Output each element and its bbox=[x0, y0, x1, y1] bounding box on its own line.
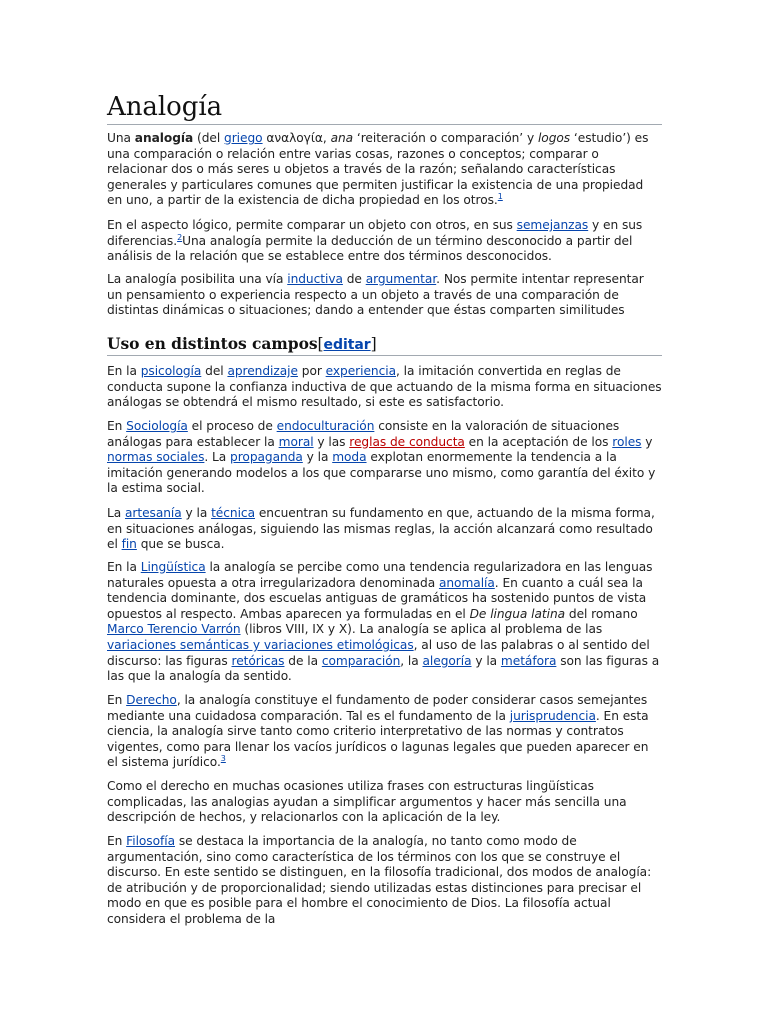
text: , la analogía constituye el fundamento de poder considerar casos semejantes mediante una cuidadosa comparación. Tal es el fundamento de la bbox=[107, 693, 648, 723]
text: del romano bbox=[565, 606, 638, 621]
title-divider bbox=[107, 124, 662, 125]
paragraph-psicologia bbox=[107, 364, 662, 411]
link-anomalia[interactable]: anomalía bbox=[438, 575, 495, 590]
text: y las bbox=[313, 434, 350, 449]
italic-title: De lingua latina bbox=[469, 606, 566, 621]
paragraph-sociologia bbox=[107, 419, 662, 497]
text: . En cuanto a cuál sea la tendencia dominante, dos escuelas antiguas de gramáticos ha sostenido puntos de vista opuestos al respecto. Ambas aparecen ya formuladas en el bbox=[107, 575, 647, 621]
text: (del bbox=[193, 131, 225, 145]
text: En la bbox=[107, 364, 141, 378]
link-propaganda[interactable]: propaganda bbox=[230, 450, 303, 465]
text: que se busca. bbox=[136, 537, 225, 552]
text: αναλογία, bbox=[262, 131, 331, 145]
link-artesania[interactable]: artesanía bbox=[124, 506, 182, 520]
link-metafora[interactable]: metáfora bbox=[500, 653, 557, 668]
intro-paragraph-1 bbox=[107, 131, 662, 209]
text: y en sus diferencias. bbox=[107, 218, 643, 248]
link-reglas-de-conducta[interactable]: reglas de conducta bbox=[349, 434, 465, 449]
text: Una analogía permite la deducción de un término desconocido a partir del análisis de la relación que se establece entre dos términos desconocidos. bbox=[107, 233, 633, 264]
link-sociologia[interactable]: Sociología bbox=[126, 419, 188, 433]
bracket: ] bbox=[370, 335, 377, 353]
text: La bbox=[107, 506, 125, 520]
page-title: Analogía bbox=[107, 92, 223, 122]
paragraph-filosofia bbox=[107, 834, 662, 928]
link-tecnica[interactable]: técnica bbox=[211, 506, 255, 520]
section-heading bbox=[107, 333, 377, 356]
link-psicologia[interactable]: psicología bbox=[140, 364, 202, 378]
text: (libros VIII, IX y X). La analogía se aplica al problema de las bbox=[240, 622, 603, 637]
text: . Nos permite intentar representar un pensamiento o experiencia respecto a un objeto a través de una comparación de distintas dinámicas o situaciones; dando a entender que éstas comparten similitudes bbox=[107, 272, 644, 318]
paragraph-artesania bbox=[107, 506, 662, 553]
text: La analogía posibilita una vía bbox=[107, 272, 288, 286]
link-normas-sociales[interactable]: normas sociales bbox=[107, 450, 205, 465]
text: y la bbox=[181, 506, 212, 520]
text: la analogía se percibe como una tendencia regularizadora en las lenguas naturales opuesta a otra irregularizadora denominada bbox=[107, 560, 653, 590]
reference-link[interactable]: 3 bbox=[220, 754, 226, 764]
link-linguistica[interactable]: Lingüística bbox=[140, 560, 206, 574]
reference-link[interactable]: 2 bbox=[177, 232, 183, 242]
text: de la bbox=[284, 653, 322, 668]
text: se destaca la importancia de la analogía, no tanto como modo de argumentación, sino como característica de los términos con los que se construye el discurso. En este sentido se distinguen, en la filosofía tradicional, dos modos de analogía: de atribución y de proporcionalidad; siendo utilizadas estas distinciones para precisar el modo en que es posible para el hombre el conocimiento de Dios. La filosofía actual considera el problema de la bbox=[107, 834, 652, 926]
italic-term: ana bbox=[330, 131, 354, 145]
link-aprendizaje[interactable]: aprendizaje bbox=[227, 364, 298, 378]
link-alegoria[interactable]: alegoría bbox=[422, 653, 472, 668]
text: de bbox=[342, 272, 366, 286]
link-griego[interactable]: griego bbox=[224, 131, 263, 145]
link-experiencia[interactable]: experiencia bbox=[325, 364, 396, 378]
text: encuentran su fundamento en que, actuando de la misma forma, en situaciones análogas, siguiendo las mismas reglas, la acción alcanzará como resultado el bbox=[107, 506, 655, 552]
text: y la bbox=[471, 653, 501, 668]
text: y la bbox=[302, 450, 333, 465]
text: el proceso de bbox=[187, 419, 277, 433]
link-roles[interactable]: roles bbox=[612, 434, 642, 449]
italic-term: logos bbox=[537, 131, 571, 145]
intro-paragraph-3 bbox=[107, 272, 662, 319]
link-comparacion[interactable]: comparación bbox=[321, 653, 401, 668]
link-jurisprudencia[interactable]: jurisprudencia bbox=[509, 708, 596, 723]
bold-term: analogía bbox=[134, 131, 194, 145]
text: En bbox=[107, 693, 127, 707]
text: En bbox=[107, 834, 127, 848]
paragraph-derecho-2 bbox=[107, 779, 662, 826]
bracket: [ bbox=[317, 335, 324, 353]
text: son las figuras a las que la analogía da sentido. bbox=[107, 653, 660, 684]
paragraph-derecho bbox=[107, 693, 662, 771]
intro-paragraph-2 bbox=[107, 218, 662, 265]
section-divider bbox=[107, 355, 662, 356]
text: consiste en la valoración de situaciones análogas para establecer la bbox=[107, 419, 620, 449]
text: En bbox=[107, 419, 127, 433]
link-filosofia[interactable]: Filosofía bbox=[126, 834, 176, 848]
link-inductiva[interactable]: inductiva bbox=[287, 272, 343, 286]
text: . En esta ciencia, la analogía sirve tanto como criterio interpretativo de las normas y contratos vigentes, como para llenar los vacíos jurídicos o lagunas legales que pueden aparecer en el sistema jurídico. bbox=[107, 708, 649, 770]
text: , al uso de las palabras o al sentido del discurso: las figuras bbox=[107, 637, 650, 668]
link-retoricas[interactable]: retóricas bbox=[231, 653, 285, 668]
link-moda[interactable]: moda bbox=[332, 450, 367, 465]
edit-section-link[interactable]: editar bbox=[323, 337, 371, 353]
text: por bbox=[297, 364, 326, 378]
text: en la aceptación de los bbox=[464, 434, 613, 449]
text: ‘reiteración o comparación’ y bbox=[353, 131, 538, 145]
link-derecho[interactable]: Derecho bbox=[126, 693, 177, 707]
text: y bbox=[641, 434, 653, 449]
section-title: Uso en distintos campos bbox=[107, 334, 318, 353]
text: En el aspecto lógico, permite comparar un objeto con otros, en sus bbox=[107, 218, 517, 232]
link-variaciones[interactable]: variaciones semánticas y variaciones etimológicas bbox=[107, 637, 414, 652]
text: En la bbox=[107, 560, 141, 574]
link-semejanzas[interactable]: semejanzas bbox=[516, 218, 589, 232]
reference-link[interactable]: 1 bbox=[497, 192, 503, 202]
text: ‘estudio’) es una comparación o relación entre varias cosas, razones o conceptos; comparar o relacionar dos o más seres u objetos a través de la razón; señalando características generales y particulares comunes que permiten justificar la existencia de una propiedad en uno, a partir de la existencia de dicha propiedad en los otros. bbox=[107, 131, 649, 208]
text: . La bbox=[204, 450, 231, 465]
text: Una bbox=[107, 131, 135, 145]
link-argumentar[interactable]: argumentar bbox=[365, 272, 437, 286]
text: , la imitación convertida en reglas de conducta supone la confianza inductiva de que actuando de la misma forma en situaciones análogas se obtendrá el mismo resultado, si este es satisfactorio. bbox=[107, 364, 662, 410]
text: Como el derecho en muchas ocasiones utiliza frases con estructuras lingüísticas complicadas, las analogias ayudan a simplificar argumentos y hacer más sencilla una descripción de hechos, y relacionarlos con la aplicación de la ley. bbox=[107, 779, 627, 825]
text: explotan enormemente la tendencia a la imitación generando modelos a los que compararse uno mismo, como garantía del éxito y la estima social. bbox=[107, 450, 656, 496]
text: , la bbox=[400, 653, 423, 668]
paragraph-linguistica bbox=[107, 560, 662, 685]
link-marco-terencio-varron[interactable]: Marco Terencio Varrón bbox=[107, 622, 241, 637]
link-fin[interactable]: fin bbox=[121, 537, 137, 552]
link-moral[interactable]: moral bbox=[278, 434, 314, 449]
link-endoculturacion[interactable]: endoculturación bbox=[276, 419, 375, 433]
text: del bbox=[201, 364, 228, 378]
